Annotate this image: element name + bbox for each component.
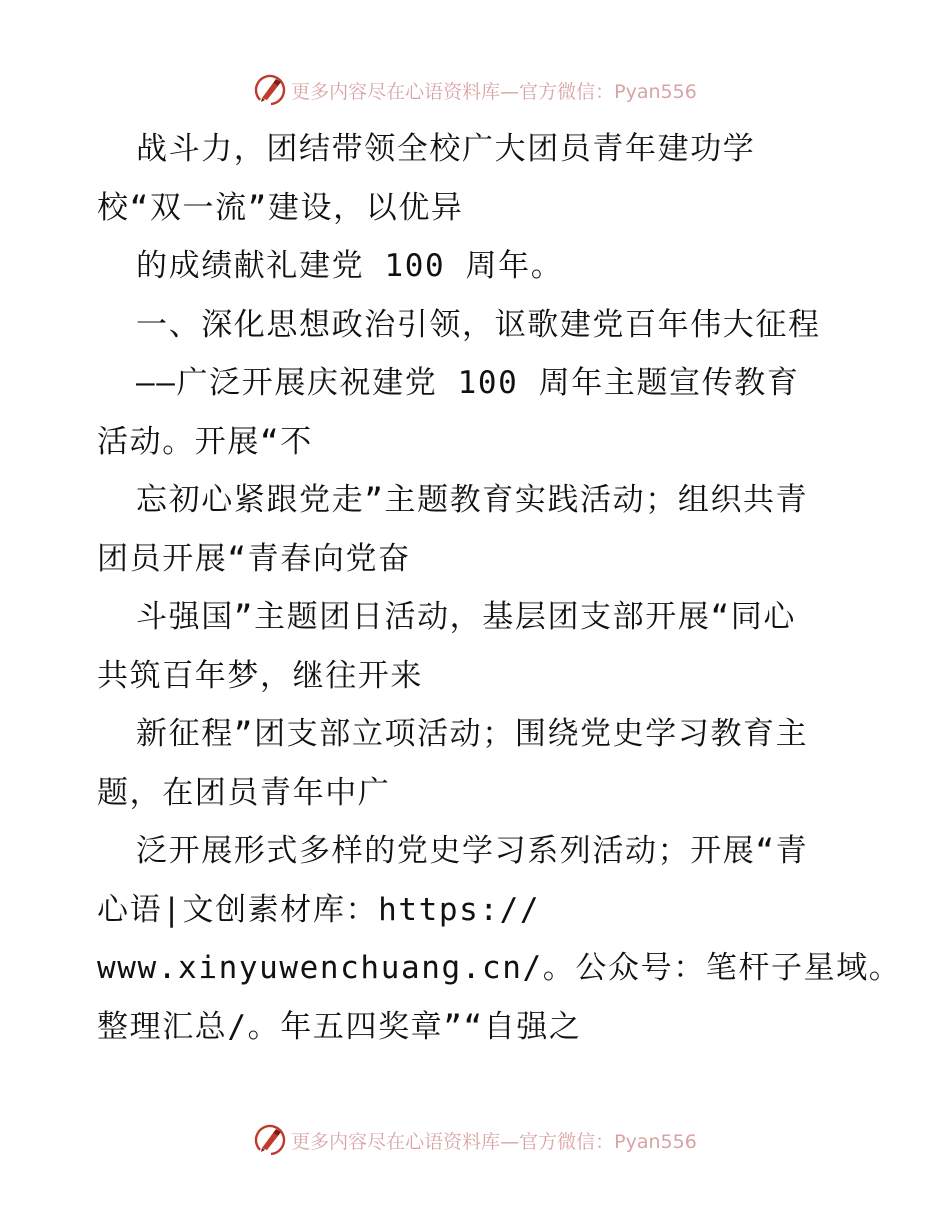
watermark-content — [253, 1123, 697, 1157]
pen-logo-icon — [253, 1123, 287, 1157]
watermark-text: 更多内容尽在心语资料库—官方微信：Pyan556 — [291, 80, 697, 103]
text-line: 共筑百年梦，继往开来 — [97, 657, 423, 694]
text-line: 心语|文创素材库：https:// — [97, 891, 541, 928]
document-body — [97, 120, 902, 1056]
pen-logo-icon — [253, 73, 287, 107]
text-line: 活动。开展“不 — [97, 423, 313, 460]
text-line: 新征程”团支部立项活动；围绕党史学习教育主 — [136, 716, 809, 752]
text-line: 题，在团员青年中广 — [97, 774, 391, 811]
text-line: 一、深化思想政治引领，讴歌建党百年伟大征程 — [136, 306, 821, 343]
watermark-text: 更多内容尽在心语资料库—官方微信：Pyan556 — [291, 1130, 697, 1153]
text-line: 的成绩献礼建党 100 周年。 — [136, 248, 564, 284]
text-line: www.xinyuwenchuang.cn/。公众号：笔杆子星域。 — [97, 950, 902, 986]
text-line: 战斗力，团结带领全校广大团员青年建功学 — [136, 131, 756, 167]
text-line: 团员开展“青春向党奋 — [97, 540, 411, 577]
text-line: 泛开展形式多样的党史学习系列活动；开展“青 — [136, 833, 809, 869]
watermark-content — [253, 73, 697, 107]
text-line: 斗强国”主题团日活动，基层团支部开展“同心 — [136, 599, 796, 635]
text-line: 忘初心紧跟党走”主题教育实践活动；组织共青 — [136, 482, 809, 518]
text-line: ——广泛开展庆祝建党 100 周年主题宣传教育 — [136, 365, 800, 401]
text-line: 整理汇总/。年五四奖章”“自强之 — [97, 1008, 582, 1045]
watermark-banner-top — [0, 72, 950, 108]
watermark-banner-bottom — [0, 1122, 950, 1158]
text-line: 校“双一流”建设，以优异 — [97, 189, 464, 226]
